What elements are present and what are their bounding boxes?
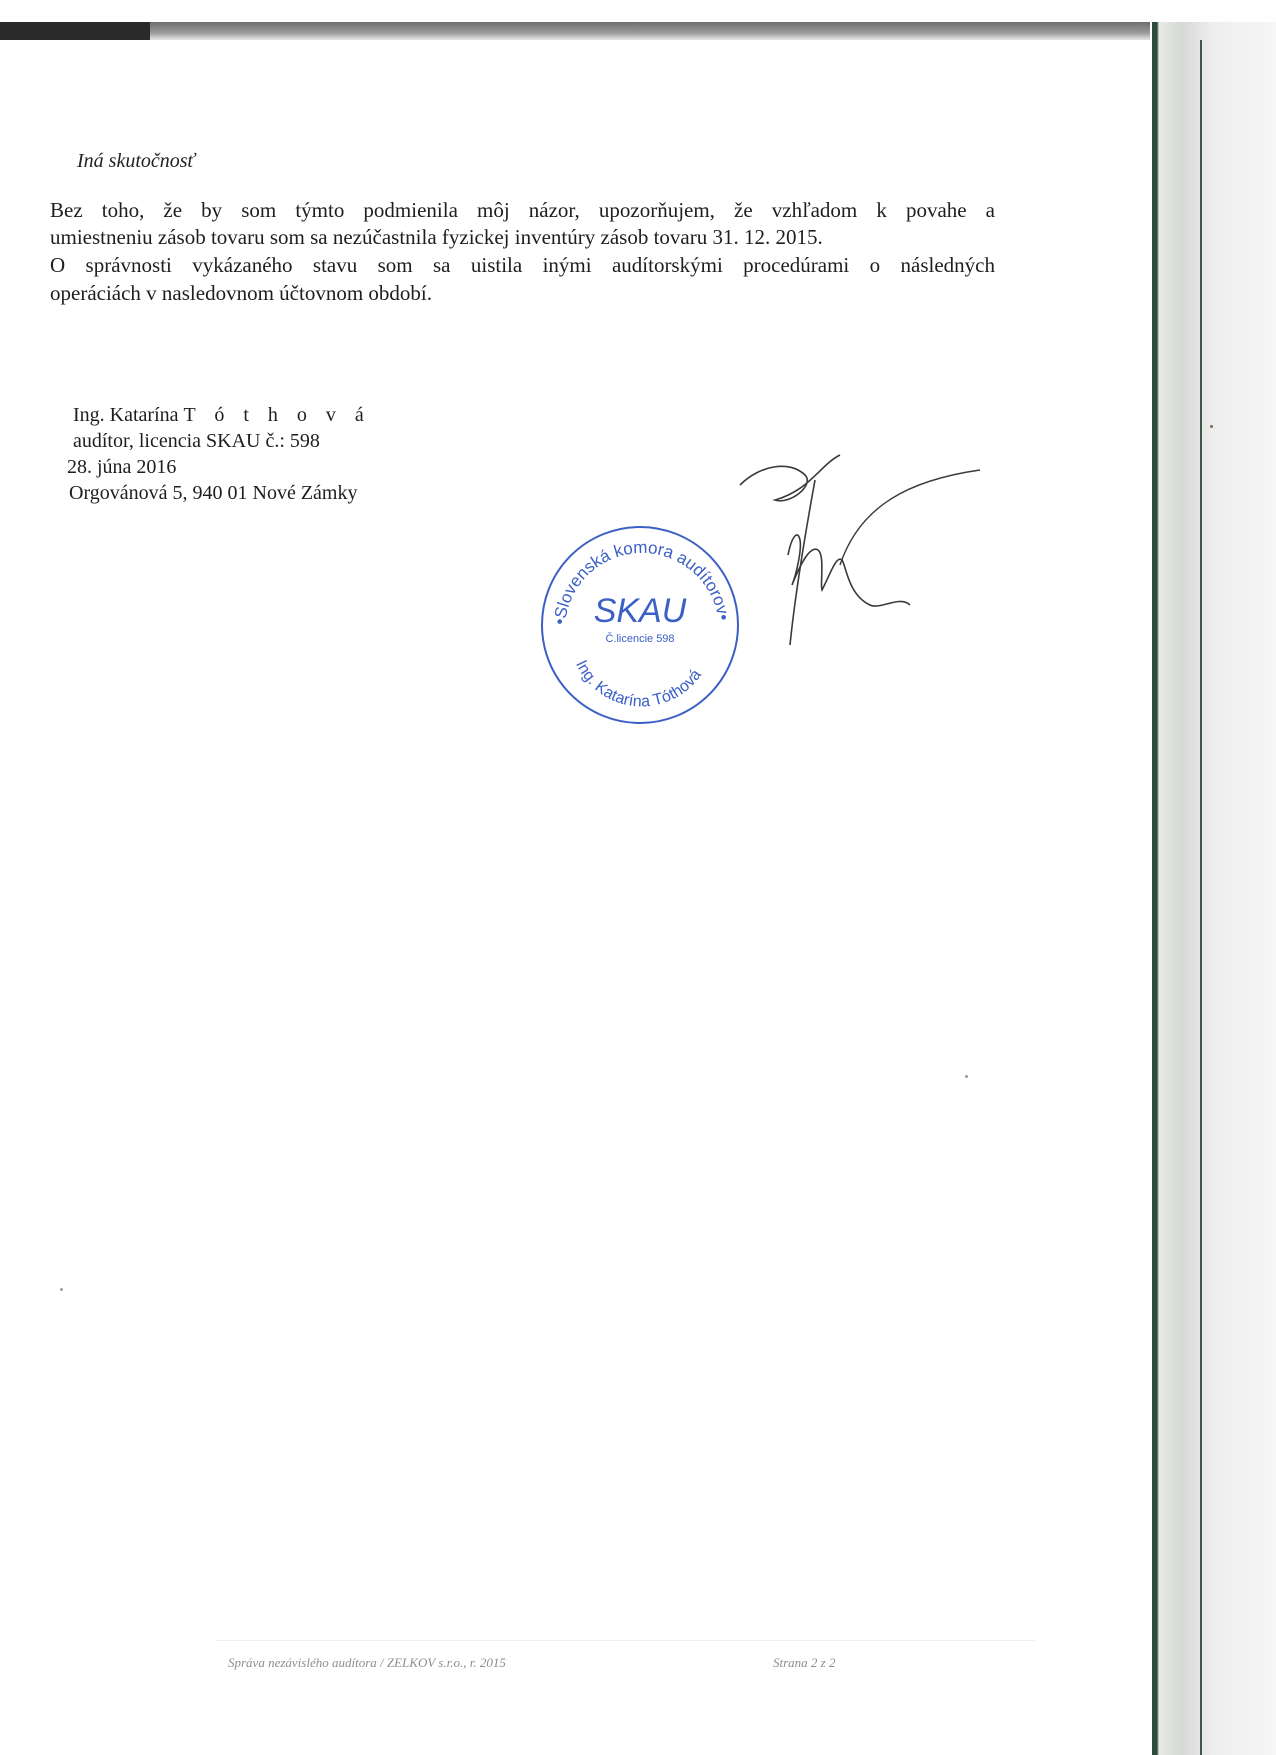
auditor-name (73, 402, 371, 428)
auditor-signature-block (67, 402, 371, 506)
stamp-center-text: SKAU (593, 592, 687, 630)
handwritten-signature (730, 445, 1000, 675)
footer-report-title: Správa nezávislého audítora / ZELKOV s.r.o., r. 2015 (228, 1655, 506, 1670)
paragraph-line: operáciách v nasledovnom účtovnom období. (50, 281, 432, 305)
paragraph-line: Bez toho, že by som týmto podmienila môj názor, upozorňujem, že vzhľadom k povahe a (50, 198, 995, 222)
scan-speck (1210, 425, 1213, 428)
binding-edge-line (1200, 40, 1202, 1755)
stamp-outer-bottom-text: Ing. Katarína Tóthová (572, 657, 705, 711)
section-heading: Iná skutočnosť (77, 150, 195, 172)
folder-binding (1152, 22, 1276, 1755)
skau-stamp (535, 520, 745, 730)
auditor-license: audítor, licencia SKAU č.: 598 (73, 430, 320, 452)
paragraph-line: O správnosti vykázaného stavu som sa uistila inými audítorskými procedúrami o následných (50, 253, 995, 277)
auditor-title-name: Ing. Katarína (73, 404, 179, 426)
auditor-surname: T ó t h o v á (183, 404, 371, 426)
auditor-address: Orgovánová 5, 940 01 Nové Zámky (69, 482, 358, 504)
footer-rule (215, 1640, 1035, 1641)
stamp-outer-top-text: •Slovenská komora audítorov• (550, 537, 734, 626)
scan-top-edge (0, 22, 1150, 40)
report-date: 28. júna 2016 (67, 456, 177, 478)
paragraph-line: umiestneniu zásob tovaru som sa nezúčastnila fyzickej inventúry zásob tovaru 31. 12. 2015. (50, 225, 823, 249)
scan-speck (965, 1075, 968, 1078)
scan-speck (60, 1288, 63, 1291)
stamp-license-text: Č.licencie 598 (605, 633, 675, 645)
footer-page-number: Strana 2 z 2 (773, 1655, 836, 1670)
